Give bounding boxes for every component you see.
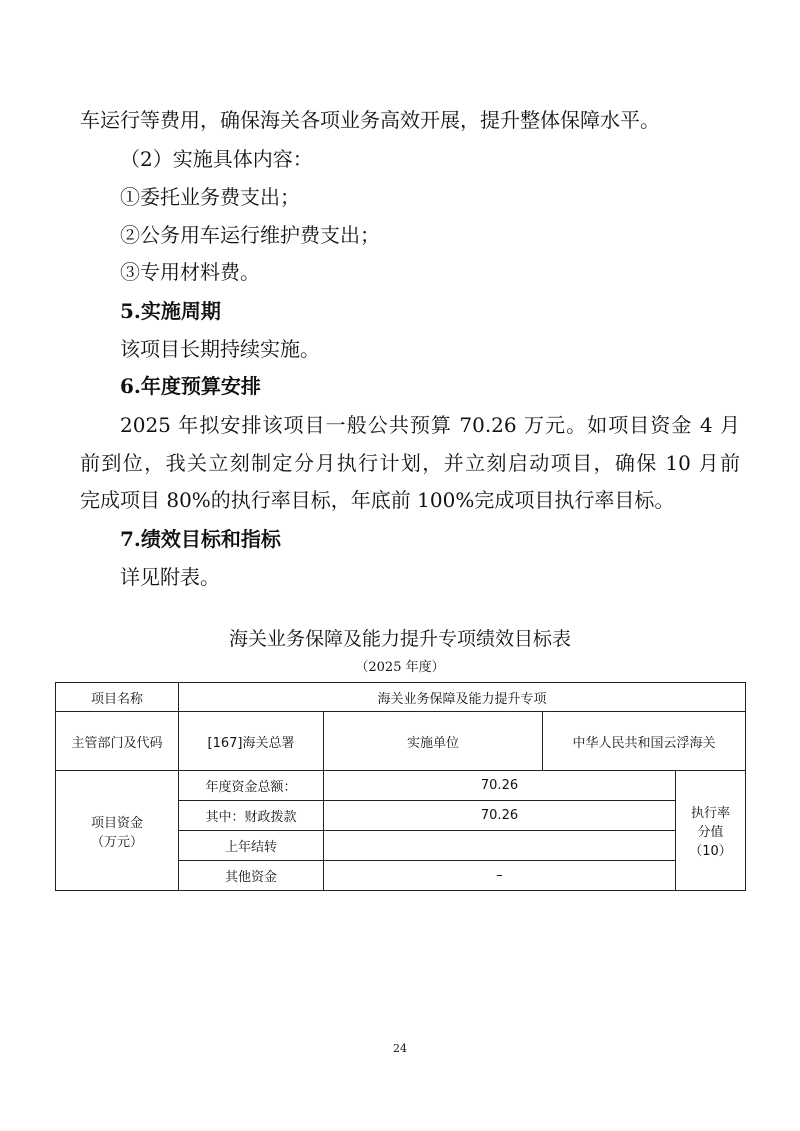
- list-item: ①委托业务费支出；: [120, 185, 300, 209]
- section-7-text: 详见附表。: [120, 565, 220, 589]
- section-5-text: 该项目长期持续实施。: [120, 337, 320, 361]
- fund-row-value: –: [324, 861, 676, 891]
- score-label-line: 分值: [697, 825, 724, 840]
- fund-row-label: 上年结转: [179, 831, 324, 861]
- table-year: （2025 年度）: [355, 660, 445, 675]
- dept-label: 主管部门及代码: [56, 712, 179, 771]
- project-name-value: 海关业务保障及能力提升专项: [179, 683, 746, 712]
- fund-row-value: 70.26: [324, 771, 676, 801]
- score-label-line: 执行率: [691, 806, 731, 821]
- content-heading: （2）实施具体内容：: [120, 147, 313, 171]
- funds-label-line: 项目资金: [90, 815, 143, 831]
- score-label-line: （10）: [689, 844, 732, 859]
- table-row: [56, 712, 746, 771]
- fund-row-label: 其他资金: [179, 861, 324, 891]
- fund-row-value: [324, 831, 676, 861]
- table-title: 海关业务保障及能力提升专项绩效目标表: [228, 628, 571, 650]
- funds-label: [56, 771, 179, 891]
- section-6-line: 前到位，我关立刻制定分月执行计划，并立刻启动项目，确保 10 月前: [80, 451, 740, 475]
- section-heading-6: 6.年度预算安排: [120, 374, 261, 398]
- fund-row-label: 其中：财政拨款: [179, 801, 324, 831]
- section-heading-7: 7.绩效目标和指标: [120, 527, 281, 551]
- unit-value: 中华人民共和国云浮海关: [543, 712, 746, 771]
- section-6-line: 2025 年拟安排该项目一般公共预算 70.26 万元。如项目资金 4 月: [120, 413, 740, 437]
- section-heading-5: 5.实施周期: [120, 299, 221, 323]
- list-item: ②公务用车运行维护费支出；: [120, 223, 380, 247]
- fund-row-value: 70.26: [324, 801, 676, 831]
- table-row: [56, 683, 746, 712]
- performance-target-table: [55, 682, 746, 891]
- project-name-label: 项目名称: [56, 683, 179, 712]
- funds-label-line: （万元）: [90, 834, 143, 850]
- page-number: 24: [393, 1042, 407, 1055]
- list-item: ③专用材料费。: [120, 260, 260, 284]
- paragraph-continuation: 车运行等费用，确保海关各项业务高效开展，提升整体保障水平。: [80, 108, 660, 132]
- score-label: [676, 771, 746, 891]
- fund-row-label: 年度资金总额：: [179, 771, 324, 801]
- dept-value: [167]海关总署: [179, 712, 324, 771]
- section-6-line: 完成项目 80%的执行率目标，年底前 100%完成项目执行率目标。: [80, 488, 675, 512]
- table-row: [56, 771, 746, 801]
- unit-label: 实施单位: [324, 712, 543, 771]
